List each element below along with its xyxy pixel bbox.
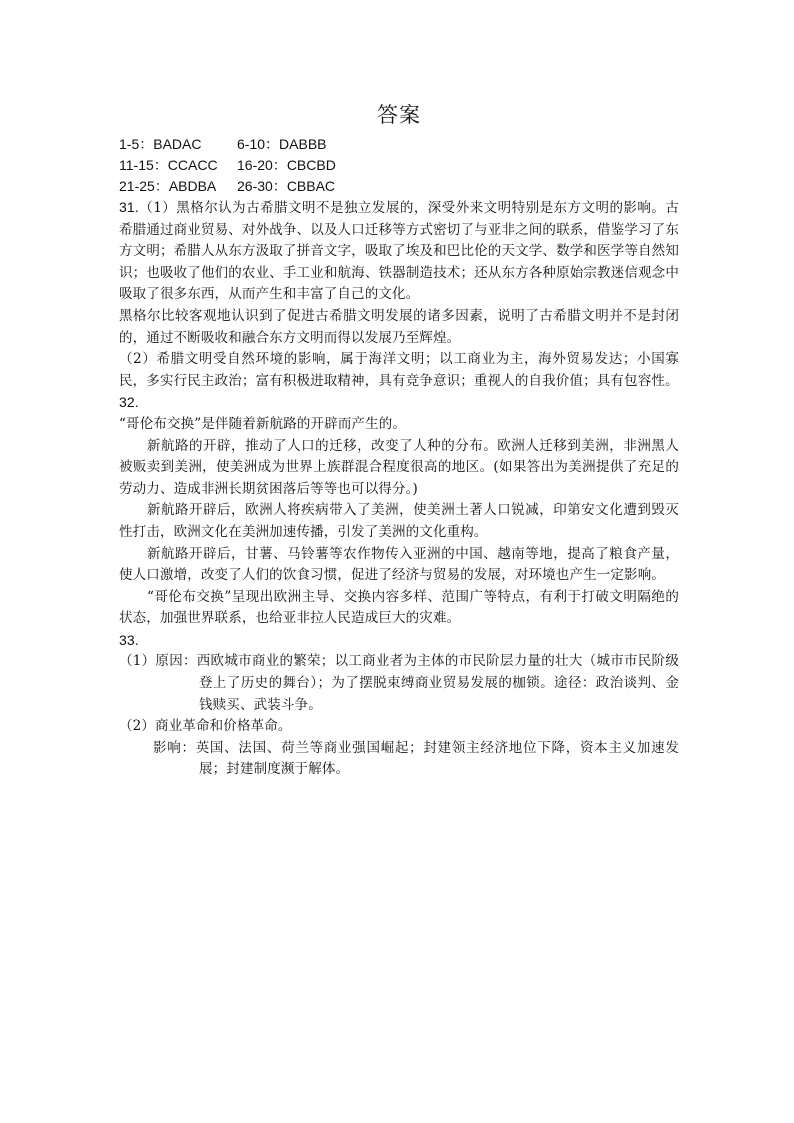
- answer-row: [119, 155, 679, 176]
- answer-row: [119, 134, 679, 155]
- answer-row: [119, 176, 679, 197]
- answer-letters: CBBAC: [286, 178, 336, 194]
- q32-paragraph-3: 新航路开辟后，欧洲人将疾病带入了美洲，使美洲土著人口锐减，印第安文化遭到毁灭性打击，欧洲文化在美洲加速传播，引发了美洲的文化重构。: [119, 502, 679, 540]
- q32-paragraph-2: 新航路的开辟，推动了人口的迁移，改变了人种的分布。欧洲人迁移到美洲，非洲黑人被贩卖到美洲，使美洲成为世界上族群混合程度很高的地区。(如果答出为美洲提供了充足的劳动力、造成非洲长期贫困落后等等也可以得分。): [119, 437, 679, 497]
- answer-letters: BADAC: [153, 136, 202, 152]
- q32-paragraph-4: 新航路开辟后，甘薯、马铃薯等农作物传入亚洲的中国、越南等地，提高了粮食产量，使人口激增，改变了人们的饮食习惯，促进了经济与贸易的发展，对环境也产生一定影响。: [119, 545, 679, 584]
- answer-range: 16-20：: [237, 157, 287, 173]
- q31-paragraph-2: 黑格尔比较客观地认识到了促进古希腊文明发展的诸多因素，说明了古希腊文明并不是封闭的，通过不断吸收和融合东方文明而得以发展乃至辉煌。: [119, 307, 679, 346]
- page-title: 答案: [377, 103, 421, 127]
- answer-range: 11-15：: [119, 157, 168, 173]
- answer-letters: ABDBA: [168, 178, 217, 194]
- answer-range: 21-25：: [119, 178, 169, 194]
- question-number: 33.: [119, 631, 139, 648]
- answer-range: 6-10：: [237, 136, 280, 152]
- q31-paragraph-1: [119, 197, 679, 306]
- q32-paragraph-5: “哥伦布交换”呈现出欧洲主导、交换内容多样、范围广等特点，有利于打破文明隔绝的状态，加强世界联系，也给亚非拉人民造成巨大的灾难。: [119, 588, 679, 627]
- q33-part-2-effect: 影响：英国、法国、荷兰等商业强国崛起；封建领主经济地位下降，资本主义加速发展；封建制度濒于解体。: [153, 739, 679, 778]
- question-31: [119, 197, 679, 392]
- q31-paragraph-3: [119, 349, 679, 392]
- q33-part-1: （1）原因：西欧城市商业的繁荣；以工商业者为主体的市民阶层力量的壮大（城市市民阶级登上了历史的舞台）；为了摆脱束缚商业贸易发展的枷锁。途径：政治谈判、金钱赎买、武装斗争。: [119, 653, 679, 713]
- answer-group: [237, 157, 336, 173]
- question-33: [119, 630, 679, 781]
- part-label: （1）: [138, 200, 177, 216]
- answer-range: 1-5：: [119, 136, 154, 152]
- answer-group: [119, 155, 237, 176]
- answer-group: [119, 176, 237, 197]
- answer-sheet: [119, 100, 679, 781]
- answer-letters: CCACC: [167, 157, 218, 173]
- answer-text: 黑格尔认为古希腊文明不是独立发展的，深受外来文明特别是东方文明的影响。古希腊通过商业贸易、对外战争、以及人口迁移等方式密切了与亚非之间的联系，借鉴学习了东方文明；希腊人从东方汲取了拼音文字，吸取了埃及和巴比伦的天文学、数学和医学等自然知识；也吸收了他们的农业、手工业和航海、铁器制造技术；还从东方各种原始宗教迷信观念中吸取了很多东西，从而产生和丰富了自己的文化。: [119, 200, 679, 303]
- answer-letters: DABBB: [279, 136, 327, 152]
- q32-paragraph-1: “哥伦布交换”是伴随着新航路的开辟而产生的。: [119, 415, 407, 432]
- q33-part-2-lead: （2）商业革命和价格革命。: [119, 718, 292, 735]
- answer-group: [119, 134, 237, 155]
- answer-text: 希腊文明受自然环境的影响，属于海洋文明；以工商业为主，海外贸易发达；小国寡民，多实行民主政治；富有积极进取精神，具有竞争意识；重视人的自我价值；具有包容性。: [119, 351, 679, 389]
- question-number: 32.: [119, 394, 139, 411]
- answer-letters: CBCBD: [286, 157, 336, 173]
- answer-group: [237, 178, 335, 194]
- answer-range: 26-30：: [237, 178, 287, 194]
- question-32: [119, 392, 679, 630]
- choice-answers: [119, 134, 679, 197]
- answer-group: [237, 136, 327, 152]
- part-label: （2）: [119, 351, 157, 368]
- question-number: 31.: [119, 199, 139, 215]
